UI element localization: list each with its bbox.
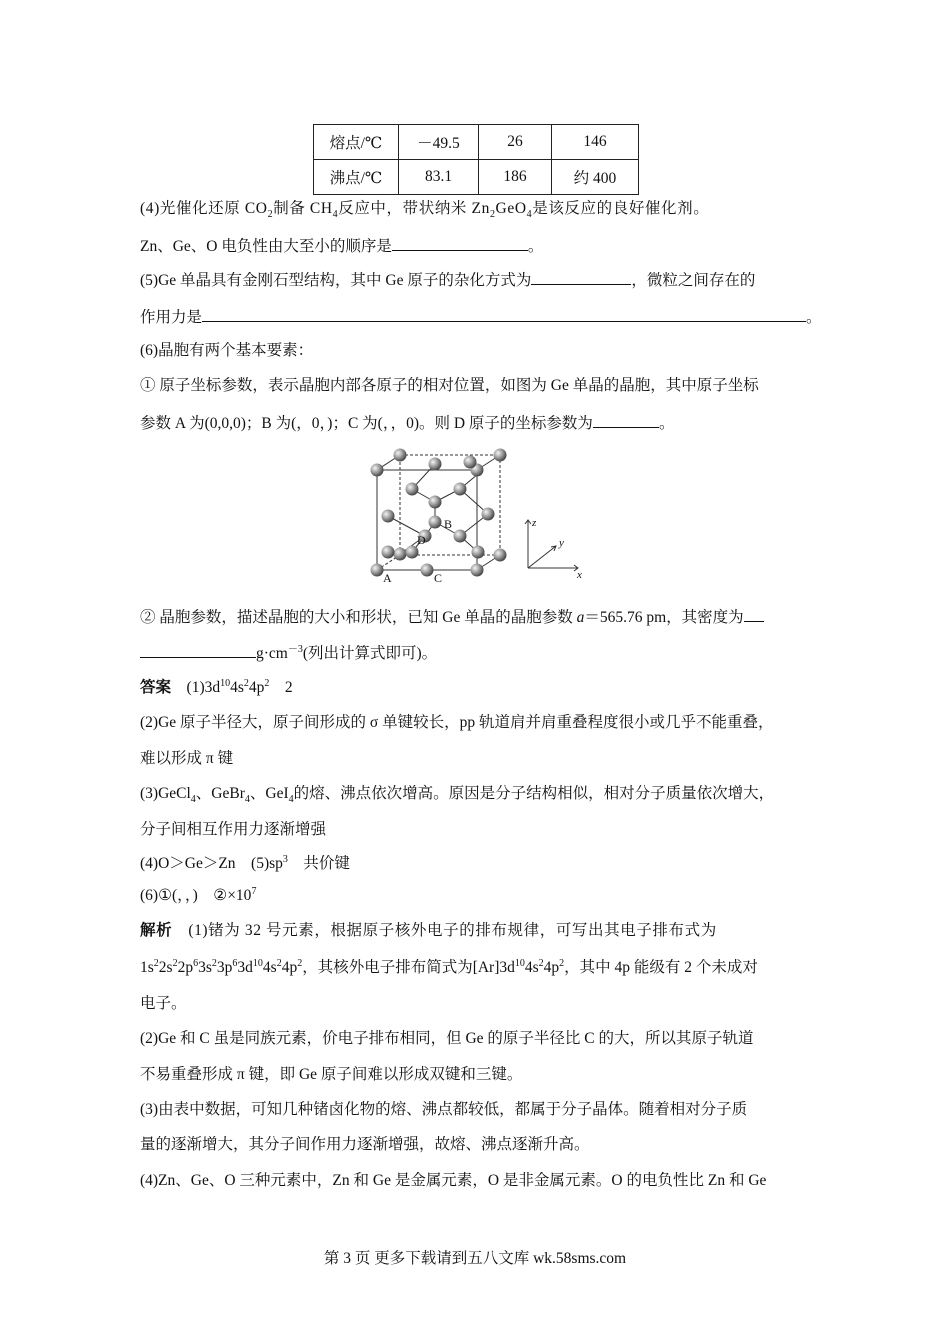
atom-b: [429, 516, 442, 529]
analysis-line-1: 解析 (1)锗为 32 号元素，根据原子核外电子的排布规律，可写出其电子排布式为: [140, 922, 717, 939]
table-cell: 83.1: [399, 160, 479, 195]
axis-z-label: z: [532, 517, 537, 529]
analysis-line-2: $1s^22s^22p^63s^23p^63d^{10}4s^24p^2$，其核外电子排布简式为$[Ar]3d^{10}4s^24p^2$，其中 4p 能级有 2 个未成对: [140, 957, 758, 976]
table-cell: －49.5: [399, 125, 479, 160]
answer-blank[interactable]: [531, 268, 631, 285]
atom: [464, 456, 477, 469]
table-cell: 186: [479, 160, 552, 195]
atom: [382, 510, 395, 523]
label-b: B: [444, 517, 453, 531]
atom-spheres: [371, 449, 507, 577]
table-cell: 146: [552, 125, 639, 160]
answer-blank[interactable]: [202, 305, 806, 322]
q5-line-2: 作用力是 。: [140, 305, 820, 329]
axis-x-label: x: [577, 569, 582, 581]
table-cell: 约 400: [552, 160, 639, 195]
answer-line-7: (6)①(，，) $②\times 10^7$: [140, 885, 257, 904]
q6-intro: (6)晶胞有两个基本要素：: [140, 342, 314, 359]
row-label: 沸点/℃: [314, 160, 399, 195]
atom: [382, 546, 395, 559]
q4-line-2: Zn、Ge、O 电负性由大至小的顺序是 。: [140, 234, 820, 258]
answer-line-6: (4)O＞Ge＞Zn $(5)sp^3$ 共价键: [140, 853, 350, 872]
table-cell: 26: [479, 125, 552, 160]
answer-blank[interactable]: [140, 641, 256, 658]
q4-line-1: (4)光催化还原 $CO_2$制备 $CH_4$反应中，带状纳米 $Zn_2GeO_4$是该反应的良好催化剂。: [140, 200, 710, 221]
atom: [494, 549, 507, 562]
page-footer: 第 3 页 更多下载请到五八文库 wk.58sms.com: [323, 1250, 627, 1267]
answer-line-4: (3)GeCl$_4$、GeBr$_4$、GeI$_4$的熔、沸点依次增高。原因是分子结构相似，相对分子质量依次增大，: [140, 785, 775, 806]
analysis-line-3: 电子。: [140, 995, 187, 1012]
answer-line-1: 答案 $(1)3d^{10}4s^24p^2$ 2: [140, 677, 293, 696]
analysis-line-7: 量的逐渐增大，其分子间作用力逐渐增强，故熔、沸点逐渐升高。: [140, 1136, 590, 1153]
answer-blank[interactable]: [392, 234, 528, 251]
atom: [371, 464, 384, 477]
atom: [494, 449, 507, 462]
bond-lines: [388, 464, 488, 554]
atom-c: [421, 564, 434, 577]
analysis-line-4: (2)Ge 和 C 虽是同族元素，价电子排布相同，但 Ge 的原子半径比 C 的大，所以其原子轨道: [140, 1030, 754, 1047]
q6-part2-line-1: ② 晶胞参数，描述晶胞的大小和形状，已知 Ge 单晶的晶胞参数 a＝565.76 pm，其密度为: [140, 605, 820, 629]
atom: [394, 449, 407, 462]
answer-blank[interactable]: [744, 605, 764, 622]
atom: [371, 564, 384, 577]
answer-heading: 答案: [140, 679, 172, 696]
atom: [472, 546, 485, 559]
atom: [454, 530, 467, 543]
analysis-line-6: (3)由表中数据，可知几种锗卤化物的熔、沸点都较低，都属于分子晶体。随着相对分子质: [140, 1101, 748, 1118]
atom: [394, 548, 407, 561]
q6-part1-line-2: 参数 A 为(0,0,0)；B 为(，0，)；C 为(，，0)。则 D 原子的坐标参数为 。: [140, 411, 820, 435]
q6-part2-line-2: $g\cdot cm^{-3}$(列出计算式即可)。: [140, 641, 820, 665]
analysis-heading: 解析: [140, 922, 173, 939]
row-label: 熔点/℃: [314, 125, 399, 160]
q6-part1-line-1: ① 原子坐标参数，表示晶胞内部各原子的相对位置，如图为 Ge 单晶的晶胞，其中原子坐标: [140, 377, 759, 394]
table-row: [314, 160, 639, 195]
answer-blank[interactable]: [593, 411, 659, 428]
atom: [429, 496, 442, 509]
atom: [482, 508, 495, 521]
atom: [406, 483, 419, 496]
germanium-unit-cell-figure: [360, 444, 600, 584]
answer-line-2: (2)Ge 原子半径大，原子间形成的 σ 单键较长，pp 轨道肩并肩重叠程度很小或几乎不能重叠，: [140, 714, 774, 731]
atom: [429, 458, 442, 471]
atom: [454, 483, 467, 496]
analysis-line-8: (4)Zn、Ge、O 三种元素中，Zn 和 Ge 是金属元素，O 是非金属元素。O 的电负性比 Zn 和 Ge: [140, 1172, 767, 1189]
label-d: D: [417, 533, 426, 547]
table-row: [314, 125, 639, 160]
atom: [406, 546, 419, 559]
label-c: C: [434, 571, 443, 584]
answer-line-5: 分子间相互作用力逐渐增强: [140, 821, 327, 838]
label-a: A: [383, 571, 392, 584]
answer-line-3: 难以形成 π 键: [140, 750, 234, 767]
analysis-line-5: 不易重叠形成 π 键，即 Ge 原子间难以形成双键和三键。: [140, 1066, 523, 1083]
atom: [471, 564, 484, 577]
q5-line-1: (5)Ge 单晶具有金刚石型结构，其中 Ge 原子的杂化方式为 ，微粒之间存在的: [140, 268, 820, 292]
melting-boiling-table: [313, 124, 639, 195]
axis-y-label: y: [559, 537, 564, 549]
